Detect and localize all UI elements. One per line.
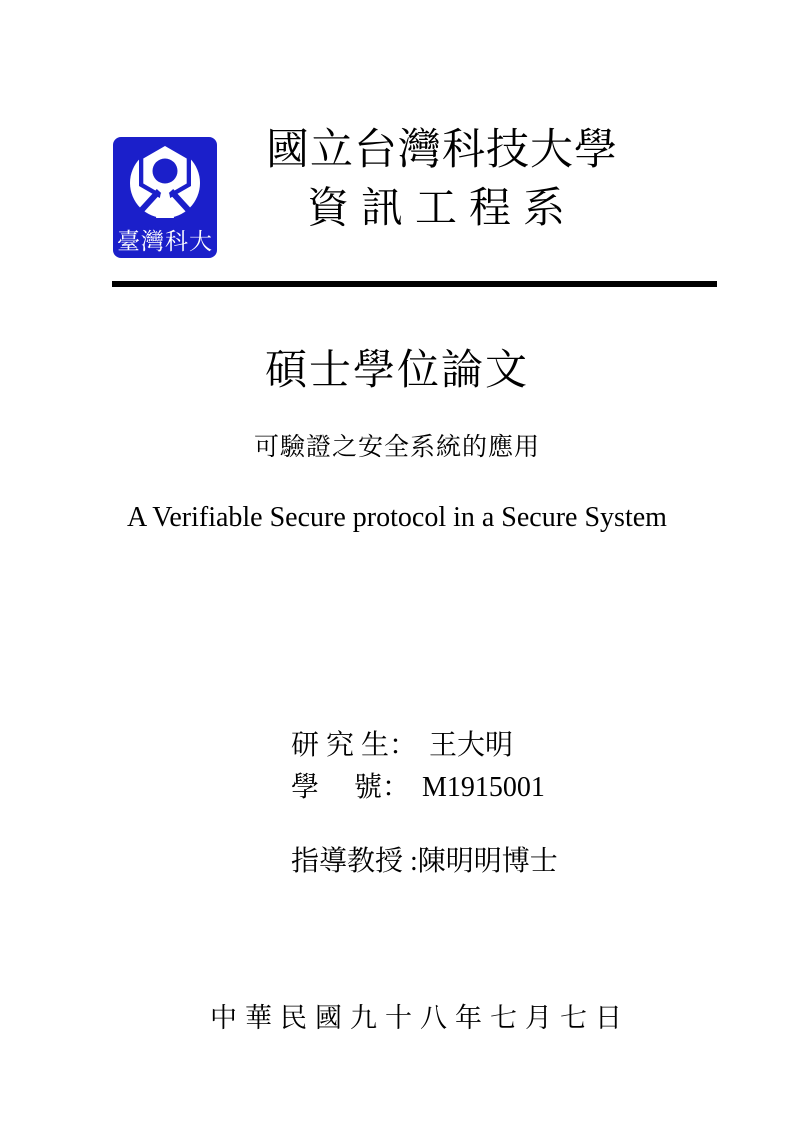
researcher-line <box>291 726 558 766</box>
advisor-name: 陳明明博士 <box>417 846 558 877</box>
student-id-value: M1915001 <box>422 772 545 803</box>
researcher-label: 研 究 生： <box>291 730 418 761</box>
student-id-line <box>291 768 558 808</box>
thesis-title-chinese: 可驗證之安全系統的應用 <box>253 434 540 461</box>
degree-title: 碩士學位論文 <box>264 348 529 394</box>
department-name: 資訊工程系 <box>306 186 577 232</box>
header-text-block <box>242 126 642 232</box>
date-line: 中華民國九十八年七月七日 <box>210 1003 630 1033</box>
student-id-label: 學 號： <box>291 772 411 803</box>
university-name: 國立台灣科技大學 <box>266 127 618 174</box>
university-logo <box>113 137 217 258</box>
university-logo-caption: 臺灣科大 <box>117 228 213 254</box>
advisor-line <box>291 842 558 882</box>
student-info-block <box>291 726 558 882</box>
thesis-title-english: A Verifiable Secure protocol in a Secure System <box>127 502 667 533</box>
horizontal-divider <box>112 281 717 287</box>
researcher-name: 王大明 <box>429 730 514 761</box>
advisor-label: 指導教授 : <box>291 846 418 877</box>
university-emblem-icon <box>113 137 217 225</box>
